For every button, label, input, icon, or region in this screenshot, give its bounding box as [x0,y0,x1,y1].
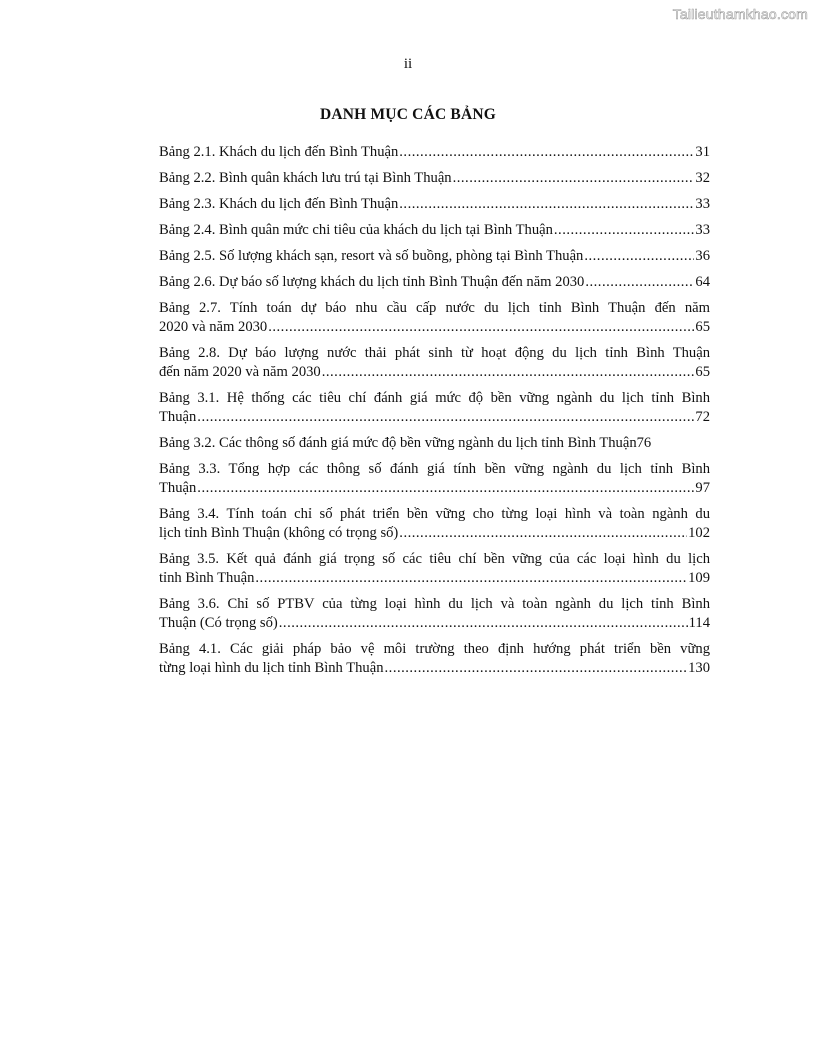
page-ref: 65 [695,319,710,335]
list-item[interactable]: Bảng 3.4. Tính toán chỉ số phát triển bền vững cho từng loại hình và toàn ngành du lịch tỉnh Bình Thuận (không có trọng số) ..... 102 [159,505,710,543]
list-item[interactable]: Bảng 2.5. Số lượng khách sạn, resort và số buồng, phòng tại Bình Thuận ..... 36 [159,247,710,266]
list-item[interactable]: Bảng 3.1. Hệ thống các tiêu chí đánh giá mức độ bền vững ngành du lịch tỉnh Bình Thuận ..... 72 [159,389,710,427]
list-item[interactable]: Bảng 2.4. Bình quân mức chi tiêu của khách du lịch tại Bình Thuận ..... 33 [159,221,710,240]
list-item[interactable]: Bảng 3.3. Tổng hợp các thông số đánh giá tính bền vững ngành du lịch tỉnh Bình Thuận ..... 97 [159,460,710,498]
page-ref: 130 [688,660,710,676]
list-item[interactable]: Bảng 2.1. Khách du lịch đến Bình Thuận ..... 31 [159,143,710,162]
list-item[interactable]: Bảng 2.2. Bình quân khách lưu trú tại Bình Thuận ..... 32 [159,169,710,188]
page-ref: 109 [688,570,710,586]
page-title: DANH MỤC CÁC BẢNG [319,106,497,123]
page-ref: 33 [695,196,710,212]
list-item[interactable]: Bảng 3.6. Chỉ số PTBV của từng loại hình du lịch và toàn ngành du lịch tỉnh Bình Thuận (Có trọng số) ..... 114 [159,595,710,633]
page-ref: 114 [688,615,710,631]
page-ref: 102 [688,525,710,541]
page-ref: 64 [695,274,710,290]
table-list [159,143,710,685]
list-item[interactable]: Bảng 2.7. Tính toán dự báo nhu cầu cấp nước du lịch tỉnh Bình Thuận đến năm 2020 và năm 2030 ..... 65 [159,299,710,337]
list-item[interactable]: Bảng 2.6. Dự báo số lượng khách du lịch tỉnh Bình Thuận đến năm 2030 ..... 64 [159,273,710,292]
watermark-text: Tailieuthamkhao.com [672,6,808,22]
list-item[interactable]: Bảng 3.5. Kết quả đánh giá trọng số các tiêu chí bền vững của các loại hình du lịch tỉnh Bình Thuận ..... 109 [159,550,710,588]
page-ref: 36 [695,248,710,264]
list-item[interactable]: Bảng 2.8. Dự báo lượng nước thải phát sinh từ hoạt động du lịch tỉnh Bình Thuận đến năm 2020 và năm 2030 ..... 65 [159,344,710,382]
page-ref: 32 [695,170,710,186]
page-ref: 76 [636,435,652,451]
page-ref: 72 [695,409,710,425]
list-item[interactable]: Bảng 2.3. Khách du lịch đến Bình Thuận ..... 33 [159,195,710,214]
list-item[interactable]: Bảng 3.2. Các thông số đánh giá mức độ bền vững ngành du lịch tỉnh Bình Thuận 76 [159,435,652,451]
page-number: ii [403,56,413,72]
page-ref: 31 [695,144,710,160]
page-ref: 97 [695,480,710,496]
list-item[interactable]: Bảng 4.1. Các giải pháp bảo vệ môi trường theo định hướng phát triển bền vững từng loại hình du lịch tỉnh Bình Thuận ..... 130 [159,640,710,678]
page-ref: 65 [695,364,710,380]
page-ref: 33 [695,222,710,238]
